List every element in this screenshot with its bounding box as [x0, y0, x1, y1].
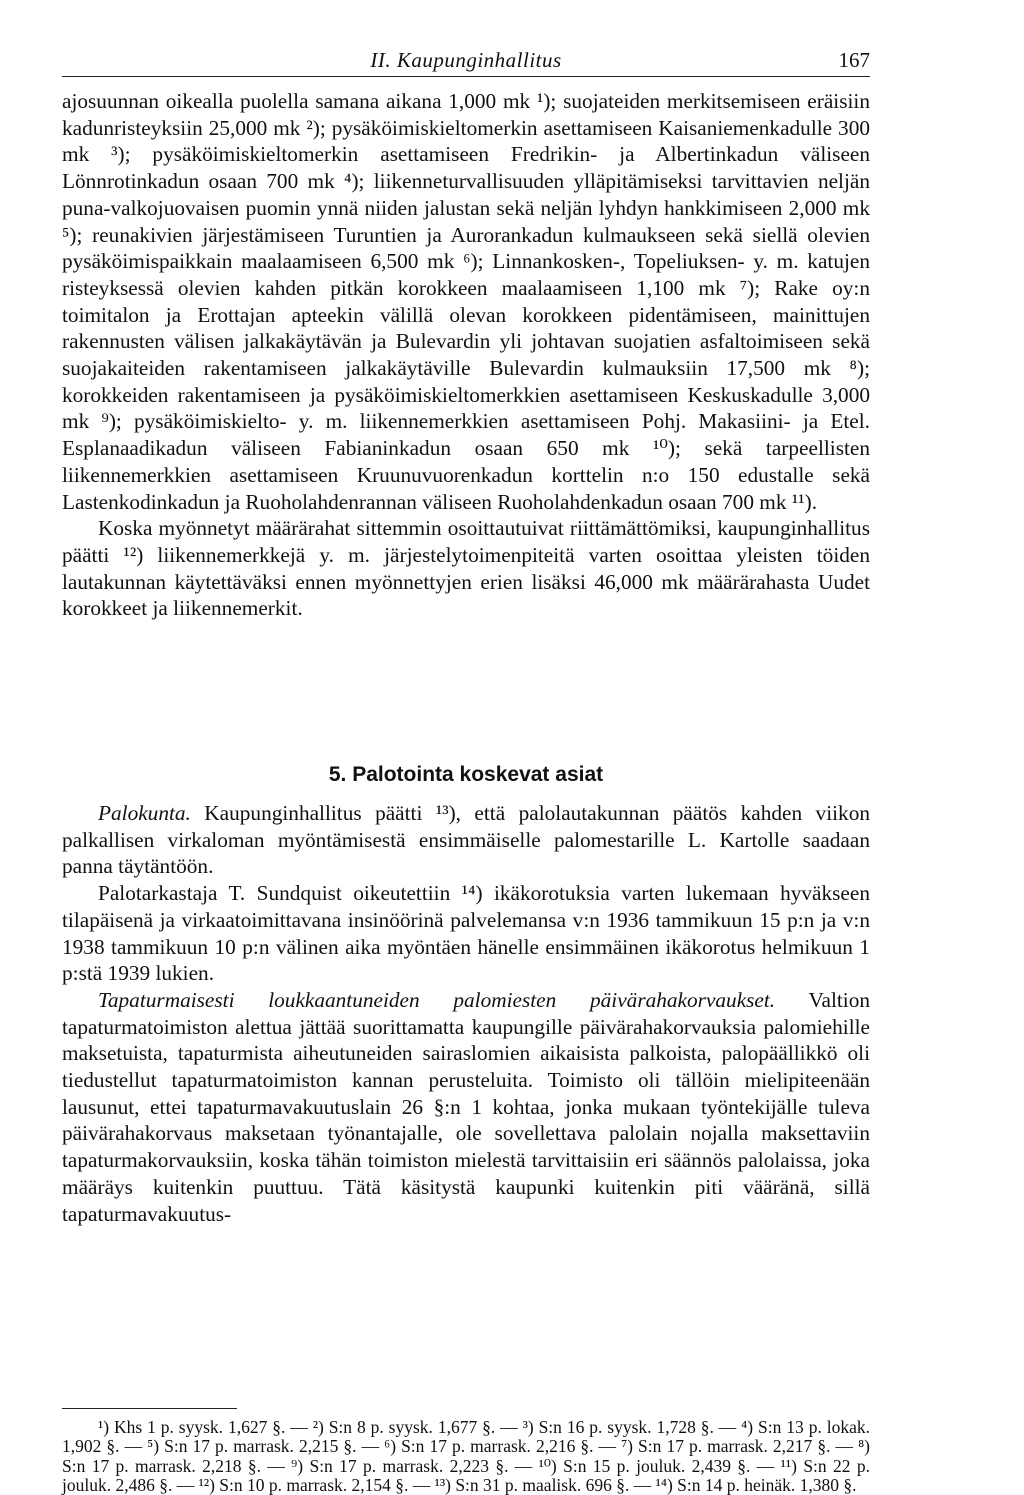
footnotes [62, 1418, 870, 1495]
paragraph-text: Valtion tapaturmatoimiston alettua jättää suorittamatta kaupungille päivärahakorvauksia palomiehille maksetuista, tapaturmista aiheutuneiden sairaslomien aikaisista palkoista, palopäällikkö oli tiedustellut tapaturmatoimiston kannan perusteluita. Toimisto oli tällöin mielipiteenään lausunut, ettei tapaturmavakuutuslain 26 §:n 1 kohtaa, jonka mukaan työntekijälle tuleva päivärahakorvaus maksetaan työnantajalle, ole sovellettava palolain nojalla maksettaviin tapaturmakorvauksiin, koska tähän toimiston mielestä tarvittaisiin eri säännös palolaissa, joka määräys kuitenkin puuttuu. Tätä käsitystä kaupunki kuitenkin piti vääränä, sillä tapaturmavakuutus- [62, 987, 870, 1226]
paragraph-paivarahakorvaukset [62, 987, 870, 1227]
footnote-text: ¹) Khs 1 p. syysk. 1,627 §. — ²) S:n 8 p. syysk. 1,677 §. — ³) S:n 16 p. syysk. 1,728 §. — ⁴) S:n 13 p. lokak. 1,902 §. — ⁵) S:n 17 p. marrask. 2,215 §. — ⁶) S:n 17 p. marrask. 2,216 §. — ⁷) S:n 17 p. marrask. 2,217 §. — ⁸) S:n 17 p. marrask. 2,218 §. — ⁹) S:n 17 p. marrask. 2,223 §. — ¹⁰) S:n 15 p. jouluk. 2,439 §. — ¹¹) S:n 22 p. jouluk. 2,486 §. — ¹²) S:n 10 p. marrask. 2,154 §. — ¹³) S:n 31 p. maalisk. 696 §. — ¹⁴) S:n 14 p. heinäk. 1,380 §. [62, 1417, 870, 1495]
section-text [62, 800, 870, 1227]
footnote-divider [62, 1408, 237, 1409]
page-header [62, 48, 870, 77]
paragraph-appropriations: Koska myönnetyt määrärahat sittemmin osoittautuivat riittämättömiksi, kaupunginhallitus päätti ¹²) liikennemerkkejä y. m. järjestelytoimenpiteitä varten osoittaa yleisten töiden lautakunnan käytettäväksi ennen myönnettyjen erien lisäksi 46,000 mk määrärahasta Uudet korokkeet ja liikennemerkit. [62, 516, 870, 621]
paragraph-text: Kaupunginhallitus päätti ¹³), että palolautakunnan päätös kahden viikon palkallisen virkaloman myöntämisestä ensimmäiselle palomestarille L. Kartolle saadaan panna täytäntöön. [62, 801, 870, 879]
page-number: 167 [838, 48, 870, 72]
paragraph-lead: Tapaturmaisesti loukkaantuneiden palomiesten päivärahakorvaukset. [98, 987, 776, 1012]
main-text [62, 88, 870, 622]
paragraph-lead: Palokunta. [98, 801, 191, 825]
paragraph-palokunta [62, 800, 870, 880]
section-heading: 5. Palotointa koskevat asiat [328, 763, 604, 786]
paragraph-traffic-signs: ajosuunnan oikealla puolella samana aikana 1,000 mk ¹); suojateiden merkitsemiseen eräisiin kadunristeyksiin 25,000 mk ²); pysäköimiskieltomerkin asettamiseen Kaisaniemenkadulle 300 mk ³); pysäköimiskieltomerkin asettamiseen Fredrikin- ja Albertinkadun väliseen Lönnrotinkadun osaan 700 mk ⁴); liikenneturvallisuuden ylläpitämiseksi tarvittavien neljän puna-valkojuovaisen puomin ynnä niiden jalustan sekä neljän lyhdyn hankkimiseen 2,000 mk ⁵); reunakivien järjestämiseen Turuntien ja Aurorankadun kulmaukseen sekä siellä olevien pysäköimispaikkain maalaamiseen 6,500 mk ⁶); Linnankosken-, Topeliuksen- y. m. katujen risteyksessä olevien kahden pitkän korokkeen maalaamiseen 1,100 mk ⁷); Rake oy:n toimitalon ja Erottajan apteekin välillä olevan korokkeen pidentämiseen, mainittujen rakennusten välisen jalkakäytävän ja Bulevardin yli johtavan suojatien asfaltoimiseen sekä suojakaiteiden rakentamiseen jalkakäytäville Bulevardin kulmauksiin 17,500 mk ⁸); korokkeiden rakentamiseen ja pysäköimiskieltomerkkien asettamiseen Keskuskadulle 3,000 mk ⁹); pysäköimiskielto- y. m. liikennemerkkien asettamiseen Pohj. Makasiini- ja Etel. Esplanaadikadun väliseen Fabianinkadun osaan 650 mk ¹⁰); sekä tarpeellisten liikennemerkkien asettamiseen Kruunuvuorenkadun korttelin n:o 150 edustalle sekä Lastenkodinkadun ja Ruoholahdenrannan väliseen Ruoholahdenkadun osaan 700 mk ¹¹). [62, 89, 870, 514]
paragraph-palotarkastaja: Palotarkastaja T. Sundquist oikeutettiin ¹⁴) ikäkorotuksia varten lukemaan hyväkseen tilapäisenä ja virkaatoimittavana insinöörinä palvelemansa v:n 1936 tammikuun 15 p:n ja v:n 1938 tammikuun 10 p:n välinen aika myöntäen hänelle ensimmäinen ikäkorotus helmikuun 1 p:stä 1939 lukien. [62, 881, 870, 986]
running-title: II. Kaupunginhallitus [370, 48, 562, 72]
